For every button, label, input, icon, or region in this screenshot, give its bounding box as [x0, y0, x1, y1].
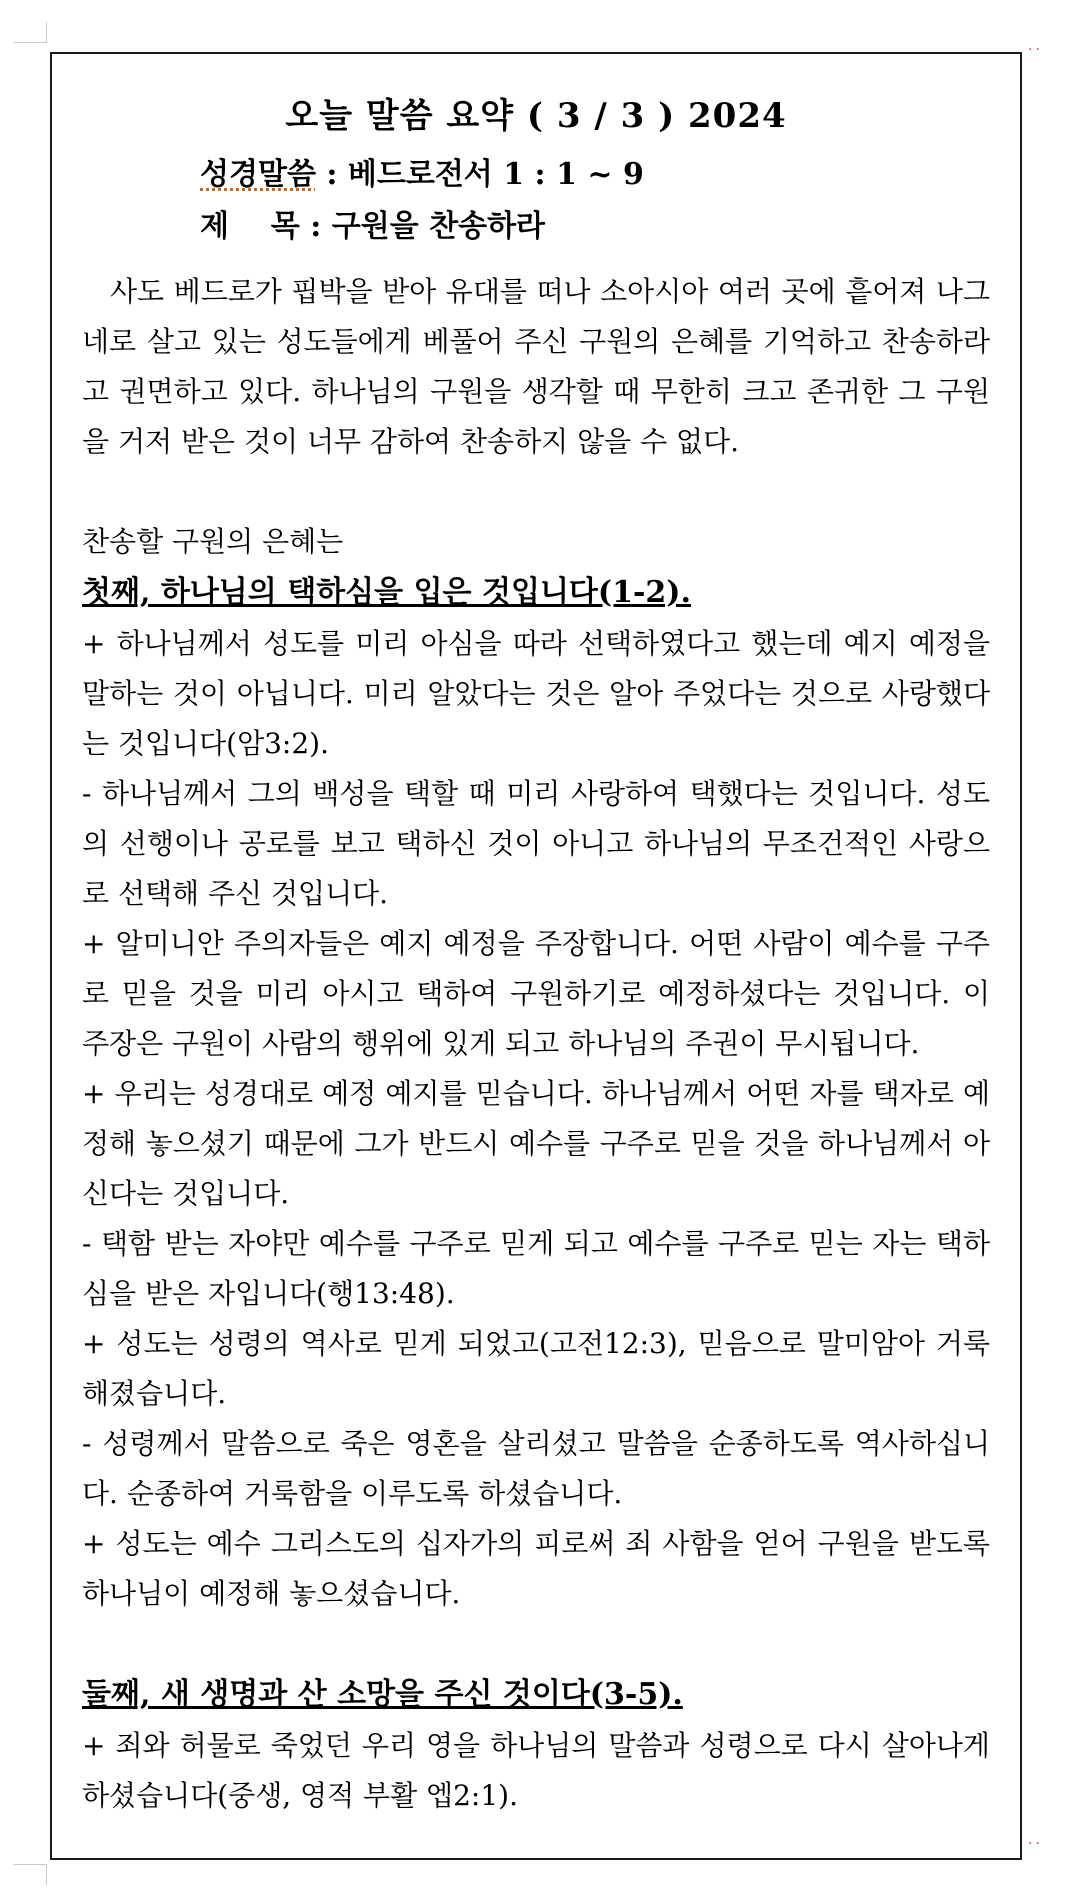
scripture-label: 성경말씀 — [200, 157, 316, 192]
section-1-item: - 하나님께서 그의 백성을 택할 때 미리 사랑하여 택했다는 것입니다. 성도의 선행이나 공로를 보고 택하신 것이 아니고 하나님의 무조건적인 사랑으로 선택해 주신 것입니다. — [82, 777, 990, 910]
section-1-heading: 첫째, 하나님의 택하심을 입은 것입니다(1-2). — [82, 575, 691, 610]
spacer — [82, 467, 990, 517]
subject-label: 제 목 — [200, 209, 300, 244]
section-2-item: + 죄와 허물로 죽었던 우리 영을 하나님의 말씀과 성령으로 다시 살아나게 하셨습니다(중생, 영적 부활 엡2:1). — [82, 1729, 990, 1812]
section-1-item: + 하나님께서 성도를 미리 아심을 따라 선택하였다고 했는데 예지 예정을 말하는 것이 아닙니다. 미리 알았다는 것은 알아 주었다는 것으로 사랑했다는 것입니다(암3:2). — [82, 627, 990, 760]
scripture-text: 베드로전서 1 : 1 ~ 9 — [347, 157, 644, 192]
section-1-item: - 성령께서 말씀으로 죽은 영혼을 살리셨고 말씀을 순종하도록 역사하십니다. 순종하여 거룩함을 이루도록 하셨습니다. — [82, 1427, 990, 1510]
section-1-items — [82, 619, 990, 1619]
section-1-item: + 알미니안 주의자들은 예지 예정을 주장합니다. 어떤 사람이 예수를 구주로 믿을 것을 미리 아시고 택하여 구원하기로 예정하셨다는 것입니다. 이 주장은 구원이 사람의 행위에 있게 되고 하나님의 주권이 무시됩니다. — [82, 927, 990, 1060]
page-corner-mark-top — [14, 22, 47, 43]
intro-paragraph — [82, 267, 990, 467]
subject-line: 제 목 : 구원을 찬송하라 — [200, 201, 990, 253]
section-1-item: - 택함 받는 자야만 예수를 구주로 믿게 되고 예수를 구주로 믿는 자는 택하심을 받은 자입니다(행13:48). — [82, 1227, 990, 1310]
margin-marker-top: ·· — [1028, 42, 1043, 58]
section-1-item: + 성도는 예수 그리스도의 십자가의 피로써 죄 사함을 얻어 구원을 받도록 하나님이 예정해 놓으셨습니다. — [82, 1527, 990, 1610]
section-2-heading: 둘째, 새 생명과 산 소망을 주신 것이다(3-5). — [82, 1677, 683, 1712]
section-2-items — [82, 1721, 990, 1821]
margin-marker-bottom: ·· — [1028, 1836, 1043, 1852]
page-corner-mark-bottom — [14, 1864, 47, 1885]
lead-line: 찬송할 구원의 은혜는 — [82, 525, 344, 558]
spacer — [82, 1619, 990, 1669]
scripture-line: 성경말씀 : 베드로전서 1 : 1 ~ 9 — [200, 149, 990, 201]
section-1-item: + 성도는 성령의 역사로 믿게 되었고(고전12:3), 믿음으로 말미암아 거룩해졌습니다. — [82, 1327, 990, 1410]
subject-text: 구원을 찬송하라 — [331, 209, 546, 244]
section-1-item: + 우리는 성경대로 예정 예지를 믿습니다. 하나님께서 어떤 자를 택자로 예정해 놓으셨기 때문에 그가 반드시 예수를 구주로 믿을 것을 하나님께서 아신다는 것입니다. — [82, 1077, 990, 1210]
intro-text: 사도 베드로가 핍박을 받아 유대를 떠나 소아시아 여러 곳에 흩어져 나그네로 살고 있는 성도들에게 베풀어 주신 구원의 은혜를 기억하고 찬송하라고 권면하고 있다. 하나님의 구원을 생각할 때 무한히 크고 존귀한 그 구원을 거저 받은 것이 너무 감하여 찬송하지 않을 수 없다. — [82, 275, 990, 458]
document-title: 오늘 말씀 요약 ( 3 / 3 ) 2024 — [285, 96, 787, 136]
document-page[interactable] — [50, 52, 1022, 1860]
